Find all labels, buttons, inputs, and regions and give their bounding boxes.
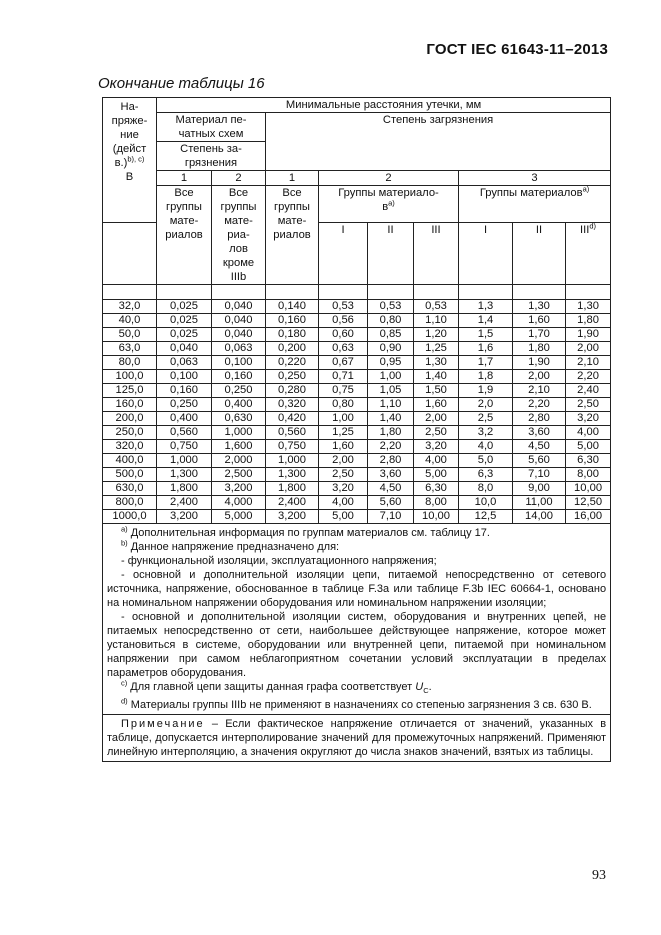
value-cell: 0,160 xyxy=(157,384,212,398)
value-cell: 0,53 xyxy=(368,300,414,314)
value-cell: 1,6 xyxy=(459,342,513,356)
footnote-a: $^{a)}$ Дополнительная информация по группам материалов см. таблицу 17. xyxy=(121,524,490,539)
value-cell: 3,20 xyxy=(566,412,611,426)
value-cell: 2,50 xyxy=(566,398,611,412)
col-num: 3 xyxy=(459,171,611,186)
table-row xyxy=(103,426,611,440)
value-cell: 0,025 xyxy=(157,314,212,328)
table-row xyxy=(103,482,611,496)
value-cell: 1,3 xyxy=(459,300,513,314)
voltage-cell: 100,0 xyxy=(103,370,157,384)
voltage-header: На- пряже- ние (дейст в.)$^{b), c)}$ В xyxy=(103,98,157,223)
value-cell: 1,30 xyxy=(513,300,566,314)
value-cell: 0,040 xyxy=(157,342,212,356)
value-cell: 3,200 xyxy=(212,482,266,496)
value-cell: 4,00 xyxy=(414,454,459,468)
value-cell: 0,220 xyxy=(266,356,319,370)
value-cell: 1,30 xyxy=(414,356,459,370)
voltage-cell: 160,0 xyxy=(103,398,157,412)
value-cell: 0,80 xyxy=(368,314,414,328)
value-cell: 0,180 xyxy=(266,328,319,342)
value-cell: 4,00 xyxy=(319,496,368,510)
value-cell: 0,63 xyxy=(319,342,368,356)
value-cell: 4,50 xyxy=(513,440,566,454)
value-cell: 1,10 xyxy=(368,398,414,412)
value-cell: 0,025 xyxy=(157,328,212,342)
table-row xyxy=(103,468,611,482)
footnote-d: $^{d)}$ Материалы группы IIIb не применяют в назначениях со степенью загрязнения 3 св. 630 В. xyxy=(121,696,592,712)
value-cell: 8,0 xyxy=(459,482,513,496)
value-cell: 0,160 xyxy=(266,314,319,328)
value-cell: 7,10 xyxy=(368,510,414,524)
value-cell: 0,53 xyxy=(319,300,368,314)
value-cell: 2,400 xyxy=(157,496,212,510)
table-row xyxy=(103,384,611,398)
value-cell: 5,00 xyxy=(319,510,368,524)
value-cell: 0,250 xyxy=(266,370,319,384)
value-cell: 2,80 xyxy=(513,412,566,426)
value-cell: 0,71 xyxy=(319,370,368,384)
table-row xyxy=(103,440,611,454)
footnotes xyxy=(103,524,611,715)
voltage-cell: 125,0 xyxy=(103,384,157,398)
value-cell: 3,2 xyxy=(459,426,513,440)
all-groups-3: Все группы мате- риалов xyxy=(266,186,319,285)
value-cell: 2,10 xyxy=(513,384,566,398)
value-cell: 1,60 xyxy=(319,440,368,454)
table-body xyxy=(103,300,611,524)
value-cell: 3,200 xyxy=(157,510,212,524)
empty-cell xyxy=(103,223,157,285)
value-cell: 1,800 xyxy=(266,482,319,496)
note-label: Примечание xyxy=(121,718,205,731)
table-caption: Окончание таблицы 16 xyxy=(98,75,265,92)
table-row xyxy=(103,398,611,412)
value-cell: 2,50 xyxy=(319,468,368,482)
value-cell: 0,400 xyxy=(212,398,266,412)
table-row xyxy=(103,342,611,356)
value-cell: 1,80 xyxy=(566,314,611,328)
value-cell: 4,50 xyxy=(368,482,414,496)
value-cell: 0,140 xyxy=(266,300,319,314)
value-cell: 1,000 xyxy=(266,454,319,468)
value-cell: 1,300 xyxy=(266,468,319,482)
value-cell: 5,00 xyxy=(566,440,611,454)
voltage-unit: В xyxy=(125,171,134,183)
value-cell: 1,60 xyxy=(513,314,566,328)
standard-code: ГОСТ IEC 61643-11–2013 xyxy=(426,41,608,58)
roman-header: III xyxy=(414,223,459,285)
value-cell: 0,560 xyxy=(266,426,319,440)
value-cell: 1,00 xyxy=(319,412,368,426)
value-cell: 2,400 xyxy=(266,496,319,510)
value-cell: 0,95 xyxy=(368,356,414,370)
value-cell: 1,40 xyxy=(368,412,414,426)
value-cell: 0,040 xyxy=(212,328,266,342)
value-cell: 0,063 xyxy=(157,356,212,370)
table-row xyxy=(103,370,611,384)
table-row xyxy=(103,412,611,426)
value-cell: 2,000 xyxy=(212,454,266,468)
value-cell: 10,00 xyxy=(414,510,459,524)
value-cell: 0,063 xyxy=(212,342,266,356)
value-cell: 0,040 xyxy=(212,300,266,314)
value-cell: 1,80 xyxy=(368,426,414,440)
value-cell: 1,9 xyxy=(459,384,513,398)
footnote-c: $^{c)}$ Для главной цепи защиты данная графа соответствует $U_C$. xyxy=(121,678,432,696)
value-cell: 1,60 xyxy=(414,398,459,412)
value-cell: 1,10 xyxy=(414,314,459,328)
value-cell: 2,00 xyxy=(513,370,566,384)
value-cell: 0,67 xyxy=(319,356,368,370)
spacer-row xyxy=(103,285,611,300)
col-num: 2 xyxy=(319,171,459,186)
roman-header: II xyxy=(513,223,566,285)
value-cell: 3,60 xyxy=(368,468,414,482)
value-cell: 10,00 xyxy=(566,482,611,496)
value-cell: 4,00 xyxy=(566,426,611,440)
value-cell: 1,30 xyxy=(566,300,611,314)
voltage-cell: 400,0 xyxy=(103,454,157,468)
value-cell: 2,500 xyxy=(212,468,266,482)
voltage-cell: 320,0 xyxy=(103,440,157,454)
value-cell: 0,040 xyxy=(212,314,266,328)
material-groups-3: Группы материалов$^{a)}$ xyxy=(459,186,611,223)
value-cell: 9,00 xyxy=(513,482,566,496)
material-groups-2: Группы материало- $в^{a)}$ xyxy=(319,186,459,223)
col-num: 1 xyxy=(266,171,319,186)
value-cell: 5,000 xyxy=(212,510,266,524)
value-cell: 1,25 xyxy=(414,342,459,356)
value-cell: 2,5 xyxy=(459,412,513,426)
value-cell: 1,5 xyxy=(459,328,513,342)
value-cell: 1,50 xyxy=(414,384,459,398)
value-cell: 0,750 xyxy=(157,440,212,454)
value-cell: 0,630 xyxy=(212,412,266,426)
table-row xyxy=(103,356,611,370)
value-cell: 0,90 xyxy=(368,342,414,356)
value-cell: 0,750 xyxy=(266,440,319,454)
value-cell: 6,3 xyxy=(459,468,513,482)
value-cell: 4,000 xyxy=(212,496,266,510)
value-cell: 1,8 xyxy=(459,370,513,384)
value-cell: 0,400 xyxy=(157,412,212,426)
value-cell: 5,60 xyxy=(368,496,414,510)
value-cell: 5,0 xyxy=(459,454,513,468)
voltage-cell: 50,0 xyxy=(103,328,157,342)
voltage-cell: 40,0 xyxy=(103,314,157,328)
value-cell: 12,50 xyxy=(566,496,611,510)
voltage-cell: 1000,0 xyxy=(103,510,157,524)
value-cell: 0,100 xyxy=(212,356,266,370)
value-cell: 1,40 xyxy=(414,370,459,384)
table-row xyxy=(103,510,611,524)
value-cell: 3,20 xyxy=(414,440,459,454)
pcb-pollution-header: Степень за- грязнения xyxy=(157,142,266,171)
pollution-degree-header: Степень загрязнения xyxy=(266,113,611,171)
value-cell: 2,00 xyxy=(566,342,611,356)
value-cell: 3,60 xyxy=(513,426,566,440)
value-cell: 1,90 xyxy=(513,356,566,370)
roman-header: I xyxy=(319,223,368,285)
voltage-cell: 63,0 xyxy=(103,342,157,356)
all-groups-2: Все группы мате- риа- лов кроме IIIb xyxy=(212,186,266,285)
value-cell: 1,90 xyxy=(566,328,611,342)
value-cell: 1,25 xyxy=(319,426,368,440)
value-cell: 2,00 xyxy=(414,412,459,426)
table-note xyxy=(103,715,611,762)
value-cell: 2,20 xyxy=(368,440,414,454)
footnote-b-item: - основной и дополнительной изоляции цепи, питаемой непосредственно от сетевого источника, напряжение, обоснованное в таблице F.3a или таблице F.3b IEC 60664-1, основано на номинальном напряжении оборудования или номинальном напряжении изоляции; xyxy=(107,569,607,609)
value-cell: 0,56 xyxy=(319,314,368,328)
col-num: 1 xyxy=(157,171,212,186)
value-cell: 0,100 xyxy=(157,370,212,384)
value-cell: 5,00 xyxy=(414,468,459,482)
value-cell: 4,0 xyxy=(459,440,513,454)
creepage-table xyxy=(102,97,611,762)
footnote-b-item: - функциональной изоляции, эксплуатационного напряжения; xyxy=(121,555,437,567)
value-cell: 0,250 xyxy=(212,384,266,398)
value-cell: 1,4 xyxy=(459,314,513,328)
value-cell: 6,30 xyxy=(414,482,459,496)
voltage-cell: 32,0 xyxy=(103,300,157,314)
value-cell: 0,53 xyxy=(414,300,459,314)
value-cell: 1,20 xyxy=(414,328,459,342)
value-cell: 12,5 xyxy=(459,510,513,524)
value-cell: 8,00 xyxy=(566,468,611,482)
value-cell: 1,05 xyxy=(368,384,414,398)
value-cell: 2,20 xyxy=(513,398,566,412)
voltage-cell: 800,0 xyxy=(103,496,157,510)
value-cell: 1,00 xyxy=(368,370,414,384)
col-num: 2 xyxy=(212,171,266,186)
value-cell: 3,20 xyxy=(319,482,368,496)
table-row xyxy=(103,454,611,468)
value-cell: 0,320 xyxy=(266,398,319,412)
value-cell: 0,280 xyxy=(266,384,319,398)
footnote-b: $^{b)}$ Данное напряжение предназначено для: xyxy=(121,538,340,553)
roman-header: III$^{d)}$ xyxy=(566,223,611,285)
value-cell: 6,30 xyxy=(566,454,611,468)
min-creepage-header: Минимальные расстояния утечки, мм xyxy=(157,98,611,113)
value-cell: 14,00 xyxy=(513,510,566,524)
value-cell: 11,00 xyxy=(513,496,566,510)
value-cell: 2,50 xyxy=(414,426,459,440)
value-cell: 1,80 xyxy=(513,342,566,356)
voltage-cell: 200,0 xyxy=(103,412,157,426)
value-cell: 2,10 xyxy=(566,356,611,370)
value-cell: 0,200 xyxy=(266,342,319,356)
value-cell: 5,60 xyxy=(513,454,566,468)
value-cell: 10,0 xyxy=(459,496,513,510)
table-row xyxy=(103,496,611,510)
value-cell: 2,00 xyxy=(319,454,368,468)
note-text: – Если фактическое напряжение отличается от значений, указанных в таблице, допускается интерполирование значений для промежуточных напряжений. Применяют линейную интерполяцию, а значения округляют до числа знаков значений, взятых из таблицы. xyxy=(107,718,607,759)
value-cell: 2,20 xyxy=(566,370,611,384)
table-row xyxy=(103,300,611,314)
voltage-cell: 630,0 xyxy=(103,482,157,496)
value-cell: 1,7 xyxy=(459,356,513,370)
value-cell: 0,160 xyxy=(212,370,266,384)
roman-header: I xyxy=(459,223,513,285)
table-row xyxy=(103,328,611,342)
value-cell: 2,80 xyxy=(368,454,414,468)
value-cell: 0,420 xyxy=(266,412,319,426)
value-cell: 8,00 xyxy=(414,496,459,510)
value-cell: 1,000 xyxy=(157,454,212,468)
value-cell: 0,60 xyxy=(319,328,368,342)
value-cell: 0,75 xyxy=(319,384,368,398)
footnote-b-item: - основной и дополнительной изоляции систем, оборудования и внутренних цепей, не питаемых непосредственно от сети, наибольшее действующее напряжение, которое может установиться в системе, оборудовании или внутренней цепи, питаемой при номинальном напряжении при самом неблагоприятном сочетании условий эксплуатации в пределах параметров оборудования. xyxy=(107,611,607,679)
voltage-cell: 500,0 xyxy=(103,468,157,482)
value-cell: 0,025 xyxy=(157,300,212,314)
value-cell: 7,10 xyxy=(513,468,566,482)
value-cell: 2,40 xyxy=(566,384,611,398)
value-cell: 1,000 xyxy=(212,426,266,440)
value-cell: 0,560 xyxy=(157,426,212,440)
voltage-cell: 250,0 xyxy=(103,426,157,440)
voltage-cell: 80,0 xyxy=(103,356,157,370)
roman-header: II xyxy=(368,223,414,285)
value-cell: 1,600 xyxy=(212,440,266,454)
page-number: 93 xyxy=(592,868,606,883)
value-cell: 2,0 xyxy=(459,398,513,412)
value-cell: 0,250 xyxy=(157,398,212,412)
value-cell: 0,85 xyxy=(368,328,414,342)
value-cell: 0,80 xyxy=(319,398,368,412)
value-cell: 3,200 xyxy=(266,510,319,524)
value-cell: 1,800 xyxy=(157,482,212,496)
all-groups-1: Все группы мате- риалов xyxy=(157,186,212,285)
value-cell: 1,70 xyxy=(513,328,566,342)
table-row xyxy=(103,314,611,328)
value-cell: 1,300 xyxy=(157,468,212,482)
pcb-material-header: Материал пе- чатных схем xyxy=(157,113,266,142)
value-cell: 16,00 xyxy=(566,510,611,524)
